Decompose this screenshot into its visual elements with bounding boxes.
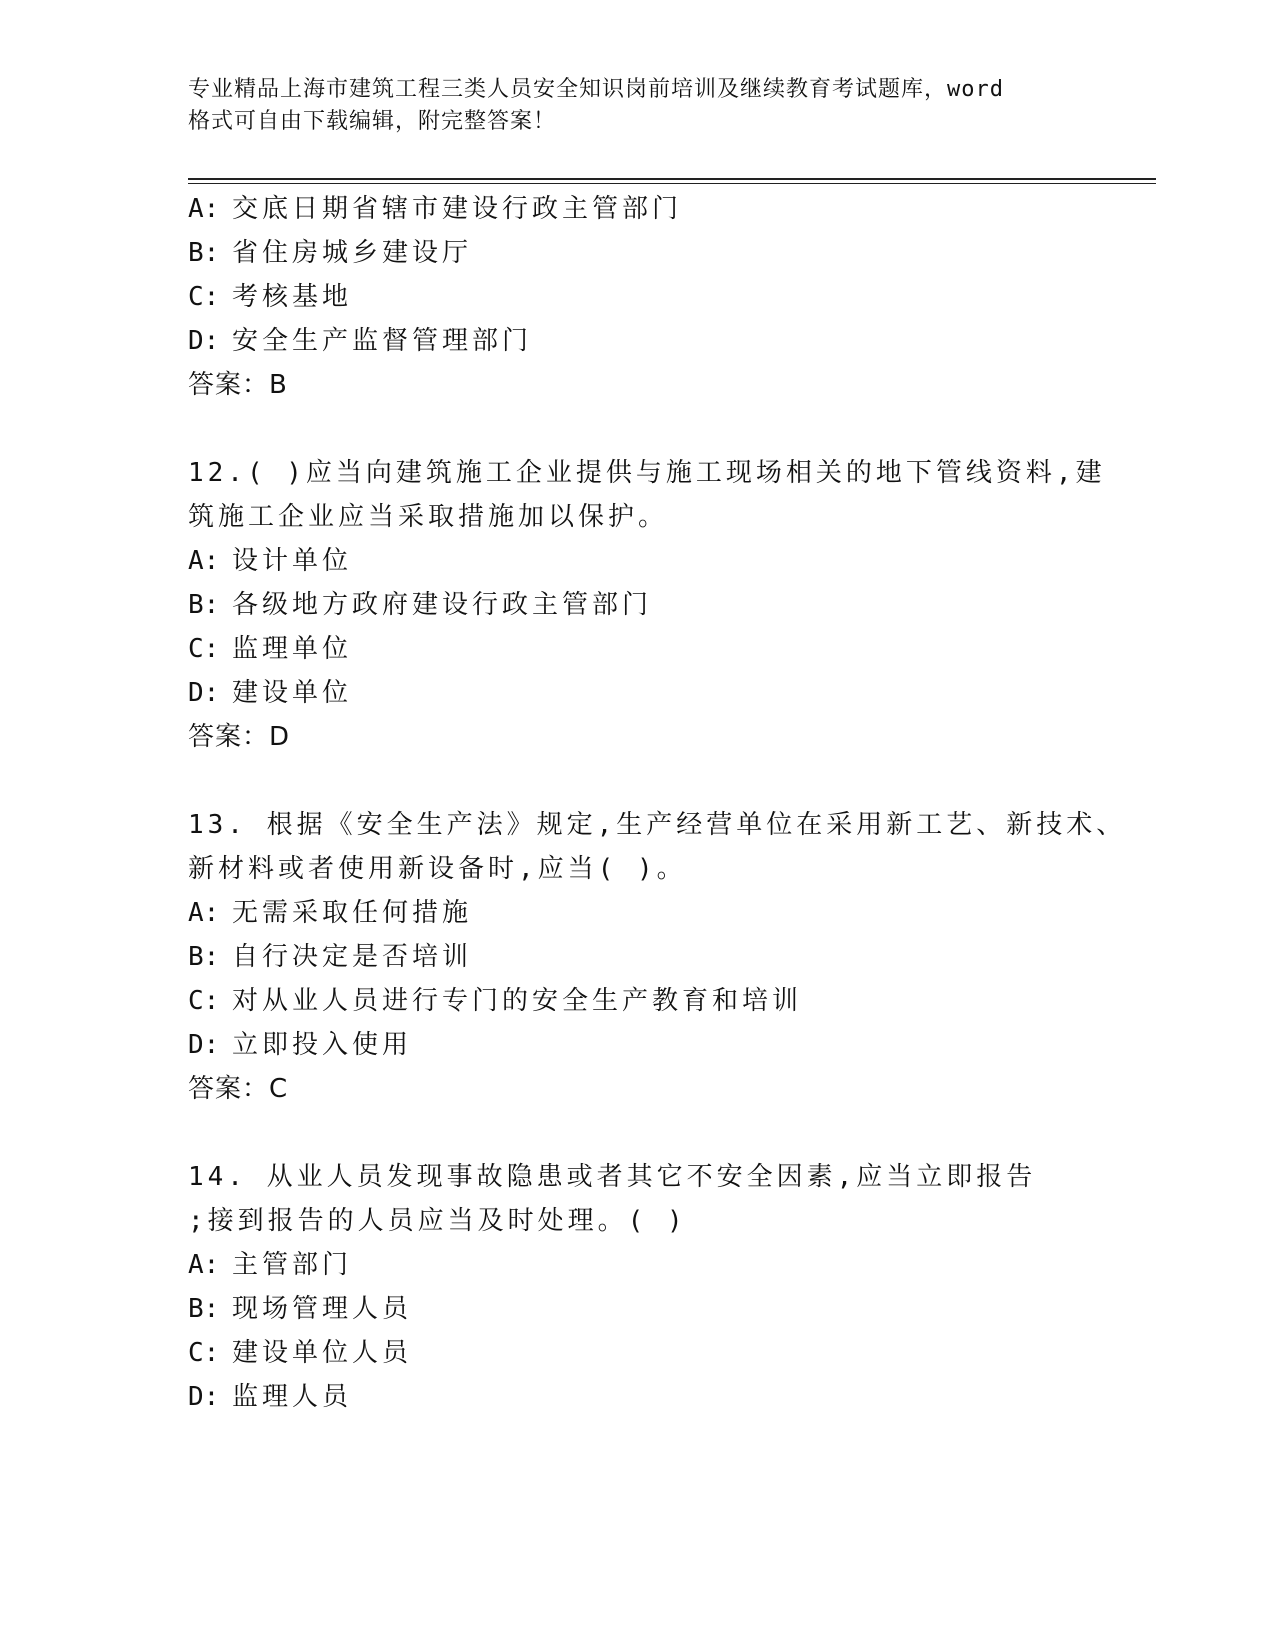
option-letter: B: [188,238,220,268]
q11-answer: 答案：B [188,370,288,400]
q13-stem-line-2: 新材料或者使用新设备时,应当( )。 [188,854,687,884]
q13-option-c [188,984,802,1018]
option-letter: D: [188,1382,220,1412]
q14-option-a [188,1248,352,1282]
option-letter: D: [188,326,220,356]
q14-option-b [188,1292,412,1326]
option-letter: D: [188,678,220,708]
option-letter: A: [188,1250,220,1280]
option-text: 自行决定是否培训 [232,942,473,972]
q14-option-d [188,1380,352,1414]
q12-stem-line-1: 12.( )应当向建筑施工企业提供与施工现场相关的地下管线资料,建 [188,458,1106,488]
option-letter: C: [188,1338,220,1368]
document-header [188,74,1068,138]
q14-stem-line-2: ;接到报告的人员应当及时处理。( ) [188,1206,687,1236]
option-text: 现场管理人员 [232,1294,413,1324]
header-line-2: 格式可自由下载编辑，附完整答案！ [188,109,557,134]
q12-option-b [188,588,652,622]
option-letter: D: [188,1030,220,1060]
q11-option-a [188,192,682,226]
q12-option-d [188,676,352,710]
option-text: 立即投入使用 [232,1030,413,1060]
option-text: 各级地方政府建设行政主管部门 [232,590,653,620]
q13-option-d [188,1028,412,1062]
option-letter: C: [188,986,220,1016]
header-divider-thick [188,178,1156,180]
option-text: 监理单位 [232,634,353,664]
q14-option-c [188,1336,412,1370]
option-letter: B: [188,590,220,620]
q14-stem-line-1: 14. 从业人员发现事故隐患或者其它不安全因素,应当立即报告 [188,1162,1037,1192]
option-text: 安全生产监督管理部门 [232,326,533,356]
option-letter: A: [188,546,220,576]
header-divider-thin [188,183,1156,184]
option-letter: C: [188,634,220,664]
option-text: 主管部门 [232,1250,353,1280]
header-line-1: 专业精品上海市建筑工程三类人员安全知识岗前培训及继续教育考试题库，word [188,77,1004,102]
option-letter: A: [188,898,220,928]
q11-option-d [188,324,532,358]
option-text: 设计单位 [232,546,353,576]
option-letter: A: [188,194,220,224]
option-letter: B: [188,1294,220,1324]
q12-option-a [188,544,352,578]
q13-stem-line-1: 13. 根据《安全生产法》规定,生产经营单位在采用新工艺、新技术、 [188,810,1127,840]
q13-option-a [188,896,472,930]
q11-option-b [188,236,472,270]
option-letter: B: [188,942,220,972]
q11-option-c [188,280,352,314]
option-text: 建设单位 [232,678,353,708]
q13-answer: 答案：C [188,1074,289,1104]
option-text: 对从业人员进行专门的安全生产教育和培训 [232,986,803,1016]
option-text: 省住房城乡建设厅 [232,238,473,268]
q13-option-b [188,940,472,974]
option-text: 无需采取任何措施 [232,898,473,928]
option-letter: C: [188,282,220,312]
q12-stem-line-2: 筑施工企业应当采取措施加以保护。 [188,502,669,532]
option-text: 建设单位人员 [232,1338,413,1368]
option-text: 交底日期省辖市建设行政主管部门 [232,194,683,224]
q12-option-c [188,632,352,666]
q12-answer: 答案：D [188,722,291,752]
option-text: 考核基地 [232,282,353,312]
option-text: 监理人员 [232,1382,353,1412]
